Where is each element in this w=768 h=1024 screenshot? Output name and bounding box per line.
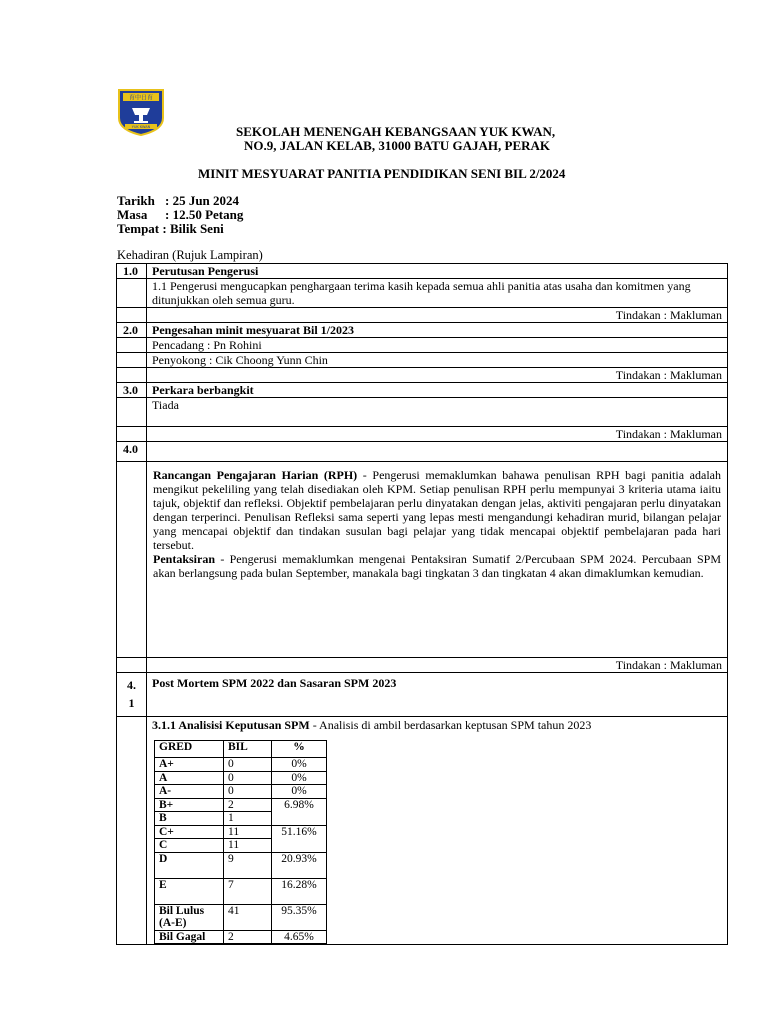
- action-note: Tindakan : Makluman: [147, 368, 728, 383]
- seconder: Penyokong : Cik Choong Yunn Chin: [147, 353, 728, 368]
- grade-cell: C: [155, 839, 224, 853]
- count-cell: 1: [224, 812, 272, 826]
- section-title: Perutusan Pengerusi: [147, 264, 728, 279]
- school-name: SEKOLAH MENENGAH KEBANGSAAN YUK KWAN,: [236, 124, 556, 139]
- count-cell: 7: [224, 878, 272, 904]
- minutes-table: [116, 263, 728, 945]
- assessment-text: - Pengerusi memaklumkan mengenai Pentaksiran Sumatif 2/Percubaan SPM 2024. Percubaan SPM akan berlangsung pada bulan September, manakala bagi tingkatan 3 dan tingkatan 4 akan dimaklumkan kemudian.: [153, 552, 721, 580]
- grade-header: GRED: [155, 741, 224, 758]
- percent-cell: 0%: [272, 785, 327, 799]
- grade-cell: D: [155, 852, 224, 878]
- action-note: Tindakan : Makluman: [147, 427, 728, 442]
- grade-cell: A+: [155, 758, 224, 772]
- percent-cell: 0%: [272, 758, 327, 772]
- meta-time: Masa : 12.50 Petang: [117, 207, 244, 222]
- logo-text-top: 育中日育: [128, 94, 154, 102]
- grade-cell: Bil Gagal: [155, 930, 224, 944]
- logo-text-bottom: YUK KWAN: [131, 125, 151, 129]
- count-cell: 0: [224, 785, 272, 799]
- attendance-note: Kehadiran (Rujuk Lampiran): [117, 248, 263, 262]
- count-header: BIL: [224, 741, 272, 758]
- section-4-header: [117, 442, 728, 462]
- section-title: Perkara berbangkit: [147, 383, 728, 398]
- action-note: Tindakan : Makluman: [147, 308, 728, 323]
- percent-cell: 95.35%: [272, 904, 327, 930]
- count-cell: 41: [224, 904, 272, 930]
- rph-title: Rancangan Pengajaran Harian (RPH): [153, 468, 358, 482]
- meta-place: Tempat : Bilik Seni: [117, 221, 224, 236]
- rph-text: - Pengerusi memaklumkan bahawa penulisan RPH bagi panitia adalah mengikut pekeliling yang telah disediakan oleh KPM. Setiap penulisan RPH perlu mempunyai 3 kriteria utama iaitu tajuk, objektif dan refleksi. Objektif pembelajaran perlu dinyatakan dengan jelas, aktiviti pengajaran perlu dinyatakan dengan terperinci. Penulisan Refleksi sama seperti yang lepas mesti mengandungi kehadiran murid, bilangan pelajar yang mencapai objektif dan tindakan susulan bagi pelajar yang tidak mencapai objektif pembelajaran pada hari tersebut.: [153, 468, 721, 552]
- count-cell: 0: [224, 758, 272, 772]
- percent-cell: 16.28%: [272, 878, 327, 904]
- section-3-header: [117, 383, 728, 398]
- assessment-title: Pentaksiran: [153, 552, 216, 566]
- percent-cell: 4.65%: [272, 930, 327, 944]
- count-cell: 9: [224, 852, 272, 878]
- count-cell: 2: [224, 798, 272, 812]
- analysis-heading: 3.1.1 Analisisi Keputusan SPM - Analisis di ambil berdasarkan keptusan SPM tahun 2023: [152, 718, 592, 732]
- percent-header: %: [272, 741, 327, 758]
- section-body: Tiada: [147, 398, 728, 427]
- section-2-header: [117, 323, 728, 338]
- section-4-1-header: [117, 673, 728, 717]
- section-title: Post Mortem SPM 2022 dan Sasaran SPM 2023: [147, 673, 728, 717]
- section-4-body: [147, 462, 728, 658]
- meta-date: Tarikh : 25 Jun 2024: [117, 193, 240, 208]
- section-number: 3.0: [117, 383, 147, 398]
- grade-cell: B: [155, 812, 224, 826]
- grade-cell: B+: [155, 798, 224, 812]
- section-title: Pengesahan minit mesyuarat Bil 1/2023: [147, 323, 728, 338]
- grade-cell: A-: [155, 785, 224, 799]
- section-1-header: [117, 264, 728, 279]
- action-note: Tindakan : Makluman: [147, 658, 728, 673]
- count-cell: 2: [224, 930, 272, 944]
- percent-cell: 51.16%: [272, 825, 327, 852]
- section-number: 4. 1: [117, 673, 147, 717]
- count-cell: 0: [224, 771, 272, 785]
- section-number: 1.0: [117, 264, 147, 279]
- grade-table: [154, 740, 327, 944]
- school-address: NO.9, JALAN KELAB, 31000 BATU GAJAH, PERAK: [244, 138, 551, 153]
- school-logo: [117, 88, 165, 136]
- document-title: MINIT MESYUARAT PANITIA PENDIDIKAN SENI BIL 2/2024: [198, 166, 566, 181]
- grade-cell: C+: [155, 825, 224, 839]
- grade-cell: Bil Lulus (A-E): [155, 904, 224, 930]
- grade-cell: E: [155, 878, 224, 904]
- section-number: 4.0: [117, 442, 147, 462]
- percent-cell: 0%: [272, 771, 327, 785]
- section-body: 1.1 Pengerusi mengucapkan penghargaan terima kasih kepada semua ahli panitia atas usaha dan komitmen yang ditunjukkan oleh semua guru.: [147, 279, 728, 308]
- section-number: 2.0: [117, 323, 147, 338]
- count-cell: 11: [224, 839, 272, 853]
- count-cell: 11: [224, 825, 272, 839]
- grade-cell: A: [155, 771, 224, 785]
- percent-cell: 6.98%: [272, 798, 327, 825]
- percent-cell: 20.93%: [272, 852, 327, 878]
- proposer: Pencadang : Pn Rohini: [147, 338, 728, 353]
